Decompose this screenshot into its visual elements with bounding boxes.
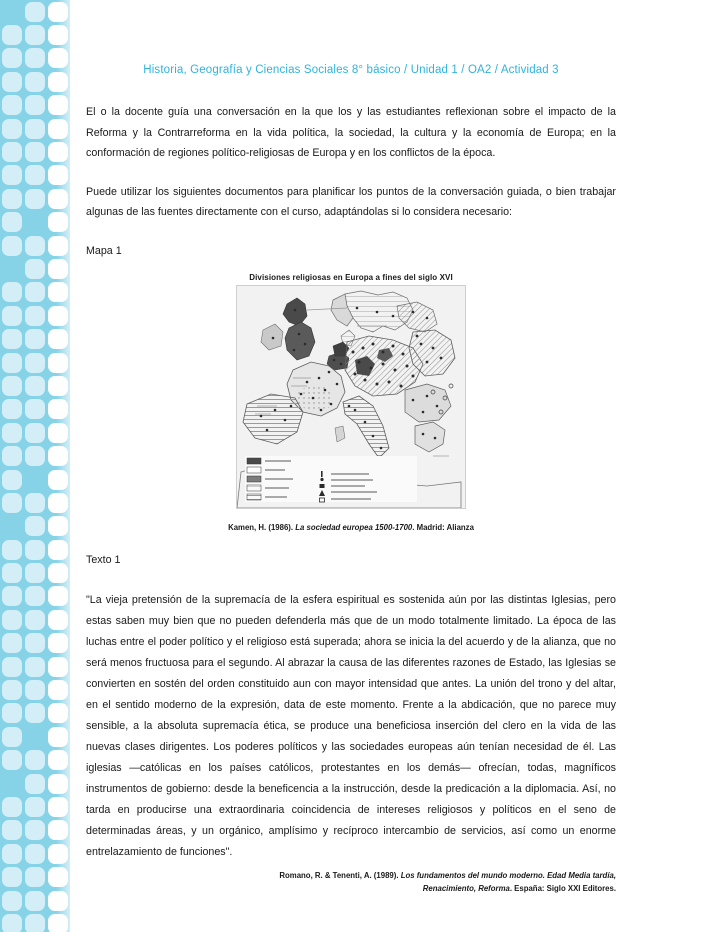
- sidebar-pattern-cell: [25, 282, 45, 302]
- sidebar-pattern-cell: [2, 470, 22, 490]
- map-caption-publisher: . Madrid: Alianza: [412, 522, 474, 532]
- sidebar-pattern-cell: [2, 563, 22, 583]
- sidebar-pattern-cell: [48, 48, 68, 68]
- sidebar-pattern-cell: [2, 236, 22, 256]
- sidebar-pattern-cell: [2, 399, 22, 419]
- sidebar-pattern-cell: [2, 540, 22, 560]
- map-caption-work: La sociedad europea 1500-1700: [295, 522, 413, 532]
- sidebar-pattern-cell: [25, 142, 45, 162]
- map-image: [236, 285, 466, 509]
- sidebar-pattern-cell: [2, 189, 22, 209]
- sidebar-pattern-cell: [48, 25, 68, 45]
- sidebar-pattern-cell: [2, 914, 22, 932]
- sidebar-pattern-cell: [48, 516, 68, 536]
- sidebar-pattern-cell: [25, 586, 45, 606]
- sidebar-pattern-cell: [25, 353, 45, 373]
- sidebar-pattern-cell: [48, 72, 68, 92]
- sidebar-pattern-cell: [2, 2, 22, 22]
- sidebar-pattern-cell: [2, 703, 22, 723]
- sidebar-pattern-cell: [25, 423, 45, 443]
- sidebar-pattern-cell: [48, 142, 68, 162]
- sidebar-pattern-cell: [2, 212, 22, 232]
- sidebar-pattern-cell: [2, 586, 22, 606]
- decorative-sidebar: [0, 0, 70, 932]
- sidebar-pattern-cell: [2, 329, 22, 349]
- sidebar-pattern-cell: [2, 680, 22, 700]
- sidebar-pattern-cell: [48, 633, 68, 653]
- sidebar-pattern-cell: [2, 633, 22, 653]
- texto-label: Texto 1: [86, 553, 121, 566]
- sidebar-pattern-cell: [2, 610, 22, 630]
- sidebar-pattern-cell: [2, 353, 22, 373]
- sidebar-pattern-cell: [48, 399, 68, 419]
- sidebar-pattern-cell: [2, 25, 22, 45]
- sidebar-pattern-cell: [48, 703, 68, 723]
- sidebar-pattern-cell: [25, 259, 45, 279]
- sidebar-pattern-cell: [25, 867, 45, 887]
- quote-source-author: Romano, R. & Tenenti, A. (1989).: [279, 870, 399, 880]
- sidebar-pattern-cell: [25, 750, 45, 770]
- sidebar-pattern-cell: [2, 750, 22, 770]
- sidebar-pattern-cell: [25, 774, 45, 794]
- sidebar-pattern-grid: [0, 0, 70, 932]
- sidebar-pattern-cell: [2, 72, 22, 92]
- sidebar-pattern-cell: [2, 446, 22, 466]
- sidebar-pattern-cell: [2, 844, 22, 864]
- map-caption-author: Kamen, H. (1986).: [228, 522, 294, 532]
- sidebar-pattern-cell: [25, 727, 45, 747]
- sidebar-pattern-cell: [25, 376, 45, 396]
- quote-source-work-line1: Los fundamentos del mundo moderno. Edad Media tardía,: [400, 870, 616, 880]
- sidebar-pattern-cell: [48, 563, 68, 583]
- sidebar-pattern-cell: [48, 750, 68, 770]
- sidebar-pattern-cell: [2, 774, 22, 794]
- sidebar-pattern-cell: [48, 891, 68, 911]
- sidebar-pattern-cell: [25, 540, 45, 560]
- sidebar-pattern-cell: [25, 657, 45, 677]
- map-caption: [86, 523, 616, 532]
- sidebar-pattern-cell: [48, 586, 68, 606]
- sidebar-pattern-cell: [25, 563, 45, 583]
- sidebar-pattern-cell: [48, 446, 68, 466]
- sidebar-pattern-cell: [48, 376, 68, 396]
- sidebar-pattern-cell: [2, 119, 22, 139]
- sidebar-pattern-cell: [48, 470, 68, 490]
- sidebar-pattern-cell: [2, 516, 22, 536]
- sidebar-pattern-cell: [48, 797, 68, 817]
- sidebar-pattern-cell: [48, 282, 68, 302]
- sidebar-pattern-cell: [48, 774, 68, 794]
- intro-paragraph-1: El o la docente guía una conversación en la que los y las estudiantes reflexionan sobre el impacto de la Reforma y la Contrarreforma en la vida política, la sociedad, la cultura y la economía de Europa; en la conformación de regiones político-religiosas de Europa y en los conflictos de la época.: [86, 106, 616, 159]
- page-content: [86, 0, 616, 895]
- quote-text: "La vieja pretensión de la supremacía de la esfera espiritual es sostenida aún por las distintas Iglesias, pero estas saben muy bien que no pueden defenderla más que de un modo totalmente limitado. La época de las luchas entre el poder político y el religioso está superada; ahora se inicia la del acuerdo y de la alianza, que no será menos fructuosa para el segundo. Al abrazar la causa de las diferentes razones de Estado, las Iglesias se convierten en sostén del orden constituido aun con mayor intensidad que antes. La unión del trono y del altar, en el sentido moderno de la expresión, data de este momento. Frente a la abdicación, que no parece muy sensible, a la absoluta supremacía ética, se produce una beneficiosa inserción del clero en la vida de las nuevas clases dirigentes. Los poderes políticos y las sociedades europeas aún tenían necesidad de él. Las iglesias —católicas en los países católicos, protestantes en los demás— ofrecían, todas, magníficos instrumentos de gobierno: desde la beneficencia a la instrucción, desde la predicación a la diplomacia. Así, no tarda en producirse una extraordinaria coincidencia de intereses religiosos y políticos en el seno de determinadas áreas, y un orgánico, amplísimo y recíproco intercambio de servicios, así como un enorme entrelazamiento de funciones".: [86, 593, 616, 858]
- sidebar-pattern-cell: [25, 72, 45, 92]
- sidebar-pattern-cell: [2, 657, 22, 677]
- sidebar-pattern-cell: [48, 353, 68, 373]
- sidebar-pattern-cell: [2, 142, 22, 162]
- map-legend: [245, 456, 417, 502]
- sidebar-pattern-cell: [25, 446, 45, 466]
- sidebar-pattern-cell: [25, 2, 45, 22]
- sidebar-pattern-cell: [25, 189, 45, 209]
- sidebar-pattern-cell: [2, 376, 22, 396]
- sidebar-pattern-cell: [48, 657, 68, 677]
- sidebar-pattern-cell: [25, 703, 45, 723]
- sidebar-pattern-cell: [25, 516, 45, 536]
- sidebar-pattern-cell: [2, 797, 22, 817]
- sidebar-pattern-cell: [48, 236, 68, 256]
- mapa-label: Mapa 1: [86, 244, 122, 257]
- sidebar-pattern-cell: [25, 165, 45, 185]
- sidebar-pattern-cell: [25, 399, 45, 419]
- sidebar-pattern-cell: [48, 820, 68, 840]
- sidebar-pattern-cell: [25, 844, 45, 864]
- sidebar-pattern-cell: [25, 633, 45, 653]
- sidebar-pattern-cell: [2, 493, 22, 513]
- sidebar-pattern-cell: [25, 914, 45, 932]
- sidebar-pattern-cell: [48, 95, 68, 115]
- sidebar-pattern-cell: [48, 867, 68, 887]
- breadcrumb: Historia, Geografía y Ciencias Sociales 8° básico / Unidad 1 / OA2 / Actividad 3: [143, 64, 559, 76]
- quote-source: [86, 869, 616, 895]
- sidebar-pattern-cell: [2, 423, 22, 443]
- map-title: Divisiones religiosas en Europa a fines del siglo XVI: [249, 272, 453, 282]
- sidebar-pattern-cell: [25, 470, 45, 490]
- sidebar-pattern-cell: [2, 95, 22, 115]
- sidebar-pattern-cell: [25, 306, 45, 326]
- sidebar-pattern-cell: [48, 119, 68, 139]
- sidebar-pattern-cell: [2, 891, 22, 911]
- sidebar-pattern-cell: [25, 820, 45, 840]
- sidebar-pattern-cell: [48, 844, 68, 864]
- sidebar-pattern-cell: [25, 212, 45, 232]
- sidebar-pattern-cell: [2, 820, 22, 840]
- sidebar-pattern-cell: [2, 48, 22, 68]
- sidebar-pattern-cell: [25, 797, 45, 817]
- sidebar-pattern-cell: [48, 727, 68, 747]
- sidebar-pattern-cell: [48, 680, 68, 700]
- sidebar-pattern-cell: [48, 610, 68, 630]
- sidebar-pattern-cell: [48, 189, 68, 209]
- map-figure: [86, 273, 616, 532]
- sidebar-pattern-cell: [2, 282, 22, 302]
- sidebar-pattern-cell: [48, 306, 68, 326]
- sidebar-pattern-cell: [25, 493, 45, 513]
- sidebar-pattern-cell: [2, 727, 22, 747]
- sidebar-pattern-cell: [25, 891, 45, 911]
- sidebar-pattern-cell: [25, 119, 45, 139]
- quote-source-work-line2: Renacimiento, Reforma: [422, 883, 510, 893]
- sidebar-pattern-cell: [2, 306, 22, 326]
- sidebar-pattern-cell: [48, 329, 68, 349]
- sidebar-pattern-cell: [48, 493, 68, 513]
- sidebar-pattern-cell: [25, 48, 45, 68]
- sidebar-pattern-cell: [25, 329, 45, 349]
- sidebar-pattern-cell: [48, 259, 68, 279]
- sidebar-pattern-cell: [48, 540, 68, 560]
- sidebar-pattern-cell: [2, 259, 22, 279]
- sidebar-pattern-cell: [48, 212, 68, 232]
- sidebar-pattern-cell: [48, 914, 68, 932]
- sidebar-pattern-cell: [25, 236, 45, 256]
- quote-source-publisher: . España: Siglo XXI Editores.: [509, 883, 616, 893]
- sidebar-pattern-cell: [25, 680, 45, 700]
- sidebar-pattern-cell: [25, 25, 45, 45]
- sidebar-pattern-cell: [25, 95, 45, 115]
- sidebar-pattern-cell: [25, 610, 45, 630]
- intro-paragraph-2: Puede utilizar los siguientes documentos para planificar los puntos de la conversación guiada, o bien trabajar algunas de las fuentes directamente con el curso, adaptándolas si lo considera necesario:: [86, 185, 616, 218]
- sidebar-pattern-cell: [48, 423, 68, 443]
- sidebar-pattern-cell: [2, 867, 22, 887]
- sidebar-pattern-cell: [48, 2, 68, 22]
- sidebar-pattern-cell: [48, 165, 68, 185]
- sidebar-pattern-cell: [2, 165, 22, 185]
